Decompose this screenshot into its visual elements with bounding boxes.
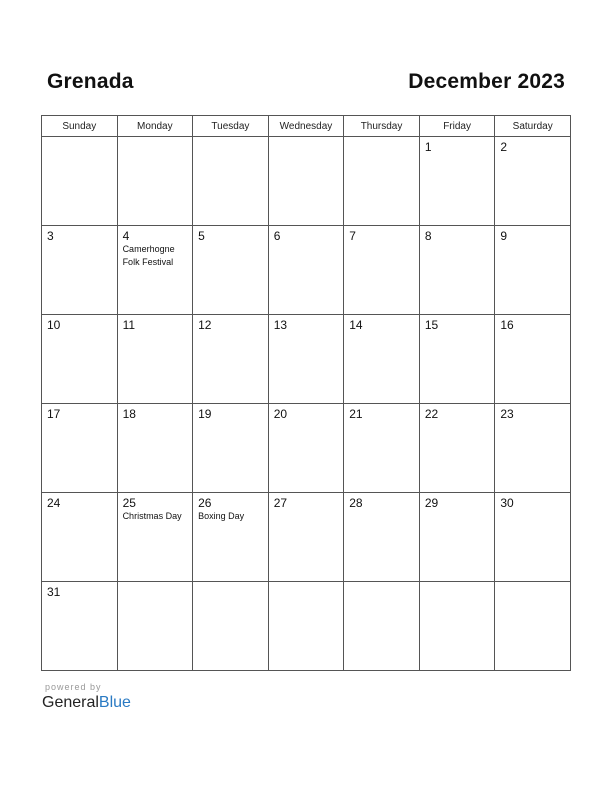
weekday-header: Sunday bbox=[42, 116, 118, 137]
day-number bbox=[269, 582, 344, 585]
day-cell bbox=[419, 404, 495, 493]
day-number bbox=[42, 137, 117, 140]
generalblue-logo[interactable] bbox=[42, 694, 131, 712]
day-cell bbox=[42, 493, 118, 582]
day-cell bbox=[42, 137, 118, 226]
day-cell bbox=[419, 493, 495, 582]
day-cell bbox=[268, 404, 344, 493]
holiday-label: Camerhogne Folk Festival bbox=[122, 244, 175, 267]
day-number: 16 bbox=[500, 318, 514, 332]
day-number: 13 bbox=[273, 318, 288, 332]
day-cell bbox=[117, 226, 193, 315]
day-number: 10 bbox=[47, 318, 61, 332]
day-number: 24 bbox=[47, 496, 61, 510]
holiday-label: Christmas Day bbox=[122, 511, 182, 521]
day-number: 12 bbox=[198, 318, 212, 332]
weekday-header-row bbox=[42, 116, 571, 137]
day-cell bbox=[193, 404, 269, 493]
day-number: 17 bbox=[47, 407, 61, 421]
weekday-header: Monday bbox=[117, 116, 193, 137]
day-number: 30 bbox=[500, 496, 514, 510]
week-row bbox=[42, 226, 571, 315]
country-title: Grenada bbox=[47, 70, 134, 93]
day-cell bbox=[117, 404, 193, 493]
day-cell bbox=[42, 226, 118, 315]
day-cell bbox=[495, 493, 571, 582]
day-number: 18 bbox=[122, 407, 136, 421]
day-cell bbox=[193, 226, 269, 315]
day-number: 26 bbox=[198, 496, 212, 510]
weekday-header: Wednesday bbox=[268, 116, 344, 137]
day-number: 15 bbox=[424, 318, 439, 332]
day-number: 14 bbox=[349, 318, 363, 332]
day-cell bbox=[344, 315, 420, 404]
week-row bbox=[42, 137, 571, 226]
day-cell bbox=[495, 226, 571, 315]
day-number: 28 bbox=[349, 496, 363, 510]
day-number: 8 bbox=[424, 229, 432, 243]
day-number bbox=[344, 582, 419, 585]
day-number: 1 bbox=[424, 140, 432, 154]
month-year-title: December 2023 bbox=[408, 70, 565, 93]
day-number bbox=[420, 582, 495, 585]
day-cell bbox=[495, 315, 571, 404]
week-row bbox=[42, 493, 571, 582]
day-cell bbox=[193, 315, 269, 404]
day-cell bbox=[193, 493, 269, 582]
day-cell bbox=[419, 582, 495, 671]
day-number: 29 bbox=[424, 496, 439, 510]
day-number: 4 bbox=[122, 229, 130, 243]
logo-blue-text: Blue bbox=[98, 694, 131, 711]
day-cell bbox=[495, 582, 571, 671]
weekday-header: Thursday bbox=[344, 116, 420, 137]
day-number: 21 bbox=[349, 407, 363, 421]
day-cell bbox=[344, 137, 420, 226]
day-number: 9 bbox=[500, 229, 508, 243]
day-cell bbox=[117, 137, 193, 226]
day-number: 25 bbox=[122, 496, 136, 510]
day-cell bbox=[268, 137, 344, 226]
day-cell bbox=[419, 137, 495, 226]
holiday-label: Boxing Day bbox=[198, 511, 245, 521]
day-number: 20 bbox=[273, 407, 288, 421]
day-number: 27 bbox=[273, 496, 288, 510]
day-number bbox=[118, 582, 193, 585]
week-row bbox=[42, 315, 571, 404]
day-number bbox=[118, 137, 193, 140]
week-row bbox=[42, 582, 571, 671]
day-number bbox=[193, 582, 268, 585]
day-number: 7 bbox=[349, 229, 356, 243]
day-number: 23 bbox=[500, 407, 514, 421]
day-number bbox=[193, 137, 268, 140]
day-cell bbox=[42, 582, 118, 671]
day-cell bbox=[419, 226, 495, 315]
day-cell bbox=[419, 315, 495, 404]
weekday-header: Tuesday bbox=[193, 116, 269, 137]
day-number bbox=[344, 137, 419, 140]
week-row bbox=[42, 404, 571, 493]
day-cell bbox=[268, 493, 344, 582]
day-cell bbox=[42, 315, 118, 404]
day-cell bbox=[268, 226, 344, 315]
day-number: 5 bbox=[198, 229, 205, 243]
day-number: 22 bbox=[424, 407, 439, 421]
day-cell bbox=[117, 315, 193, 404]
day-cell bbox=[117, 493, 193, 582]
weekday-header: Saturday bbox=[495, 116, 571, 137]
day-cell bbox=[344, 582, 420, 671]
day-cell bbox=[344, 404, 420, 493]
day-number: 19 bbox=[198, 407, 212, 421]
logo-general-text: General bbox=[42, 694, 99, 711]
day-cell bbox=[344, 493, 420, 582]
day-number: 31 bbox=[47, 585, 61, 599]
day-cell bbox=[117, 582, 193, 671]
day-cell bbox=[193, 137, 269, 226]
day-cell bbox=[268, 315, 344, 404]
day-number bbox=[495, 582, 570, 585]
day-cell bbox=[42, 404, 118, 493]
day-cell bbox=[268, 582, 344, 671]
powered-by-text: powered by bbox=[45, 682, 102, 692]
day-cell bbox=[344, 226, 420, 315]
day-number: 3 bbox=[47, 229, 54, 243]
day-number: 11 bbox=[122, 318, 136, 332]
day-cell bbox=[495, 137, 571, 226]
day-number bbox=[269, 137, 344, 140]
day-cell bbox=[495, 404, 571, 493]
calendar-body bbox=[42, 137, 571, 671]
calendar-grid bbox=[41, 115, 571, 671]
weekday-header: Friday bbox=[419, 116, 495, 137]
day-cell bbox=[193, 582, 269, 671]
day-number: 6 bbox=[273, 229, 281, 243]
day-number: 2 bbox=[500, 140, 508, 154]
